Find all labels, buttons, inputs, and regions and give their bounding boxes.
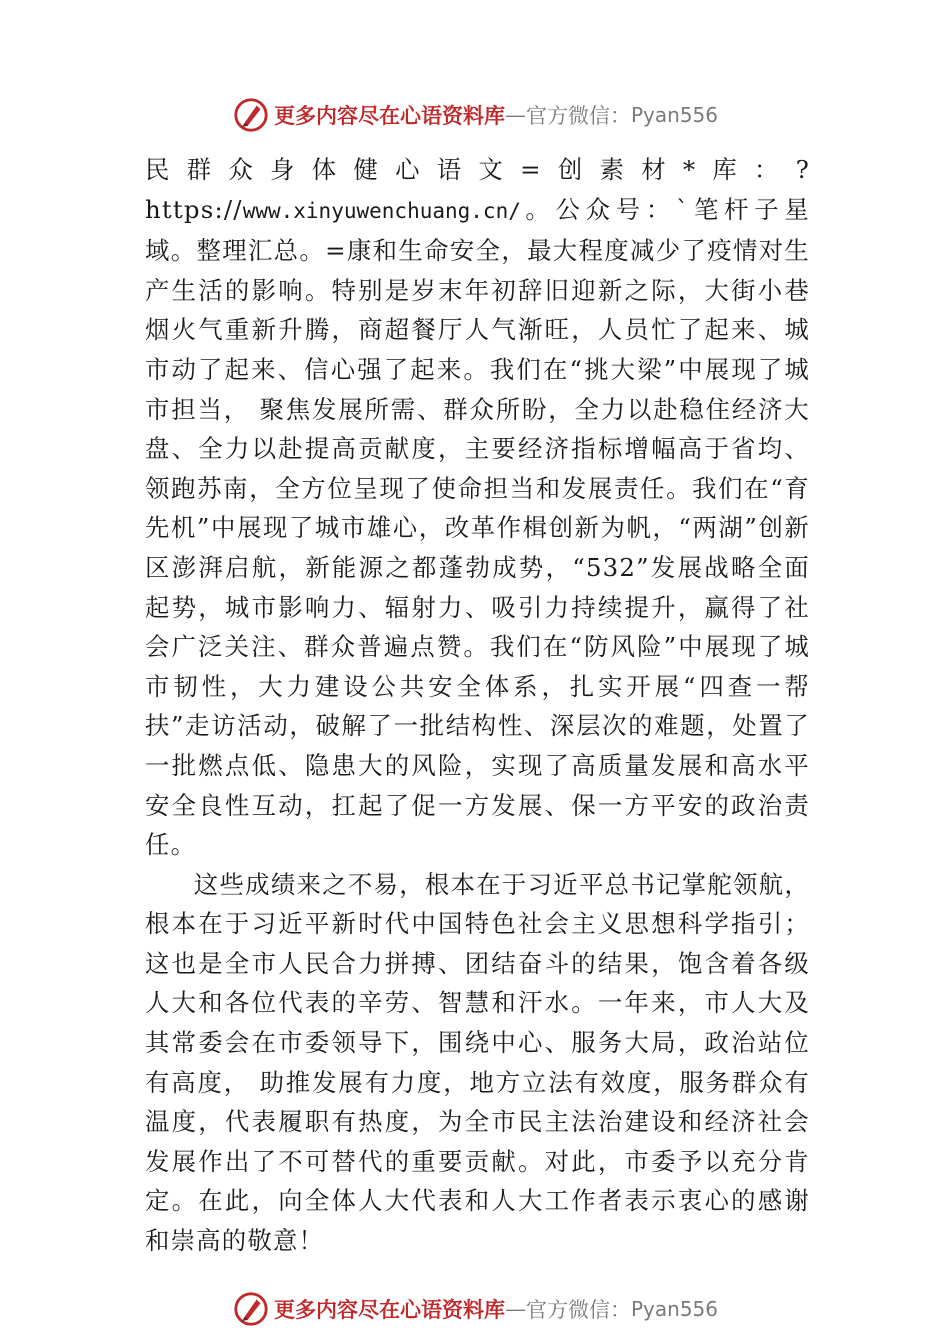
banner-dash: — xyxy=(504,103,526,127)
banner-wechat-label: 官方微信： xyxy=(525,1298,631,1322)
document-body xyxy=(145,150,810,1261)
pen-nib-logo-icon xyxy=(232,96,270,134)
paragraph-1-lead: 民群众身体健心语文=创素材*库：?https:// xyxy=(145,155,810,224)
banner-brand-text: 更多内容尽在心语资料库 xyxy=(273,1297,505,1322)
banner-wechat-label: 官方微信： xyxy=(525,104,631,128)
header-banner xyxy=(0,93,950,137)
banner-dash: — xyxy=(504,1297,526,1321)
banner-wechat-id: Pyan556 xyxy=(630,103,718,127)
paragraph-1-rest: 。公众号：`笔杆子星域。整理汇总。=康和生命安全，最大程度减少了疫情对生产生活的影响。特别是岁末年初辞旧迎新之际，大街小巷烟火气重新升腾，商超餐厅人气渐旺，人员忙了起来、城市动了起来、信心强了起来。我们在“挑大梁”中展现了城市担当， 聚焦发展所需、群众所盼，全力以赴稳住经济大盘、全力以赴提高贡献度，主要经济指标增幅高于省均、领跑苏南，全方位呈现了使命担当和发展责任。我们在“育先机”中展现了城市雄心，改革作楫创新为帆，“两湖”创新区澎湃启航，新能源之都蓬勃成势，“532”发展战略全面起势，城市影响力、辐射力、吸引力持续提升，赢得了社会广泛关注、群众普遍点赞。我们在“防风险”中展现了城市韧性，大力建设公共安全体系，扎实开展“四查一帮扶”走访活动，破解了一批结构性、深层次的难题，处置了一批燃点低、隐患大的风险，实现了高质量发展和高水平安全良性互动，扛起了促一方发展、保一方平安的政治责任。 xyxy=(145,194,810,860)
source-url-link[interactable]: www.xinyuwenchuang.cn/ xyxy=(242,198,521,223)
footer-banner xyxy=(0,1287,950,1331)
paragraph-2: 这些成绩来之不易，根本在于习近平总书记掌舵领航，根本在于习近平新时代中国特色社会主义思想科学指引；这也是全市人民合力拼搏、团结奋斗的结果，饱含着各级人大和各位代表的辛劳、智慧和汗水。一年来，市人大及其常委会在市委领导下，围绕中心、服务大局，政治站位有高度， 助推发展有力度，地方立法有效度，服务群众有温度，代表履职有热度，为全市民主法治建设和经济社会发展作出了不可替代的重要贡献。对此，市委予以充分肯定。在此，向全体人大代表和人大工作者表示衷心的感谢和崇高的敬意！ xyxy=(145,869,810,1256)
banner-brand-text: 更多内容尽在心语资料库 xyxy=(273,103,505,128)
pen-nib-logo-icon xyxy=(232,1290,270,1328)
paragraph-1 xyxy=(145,150,810,865)
banner-wechat-id: Pyan556 xyxy=(630,1297,718,1321)
